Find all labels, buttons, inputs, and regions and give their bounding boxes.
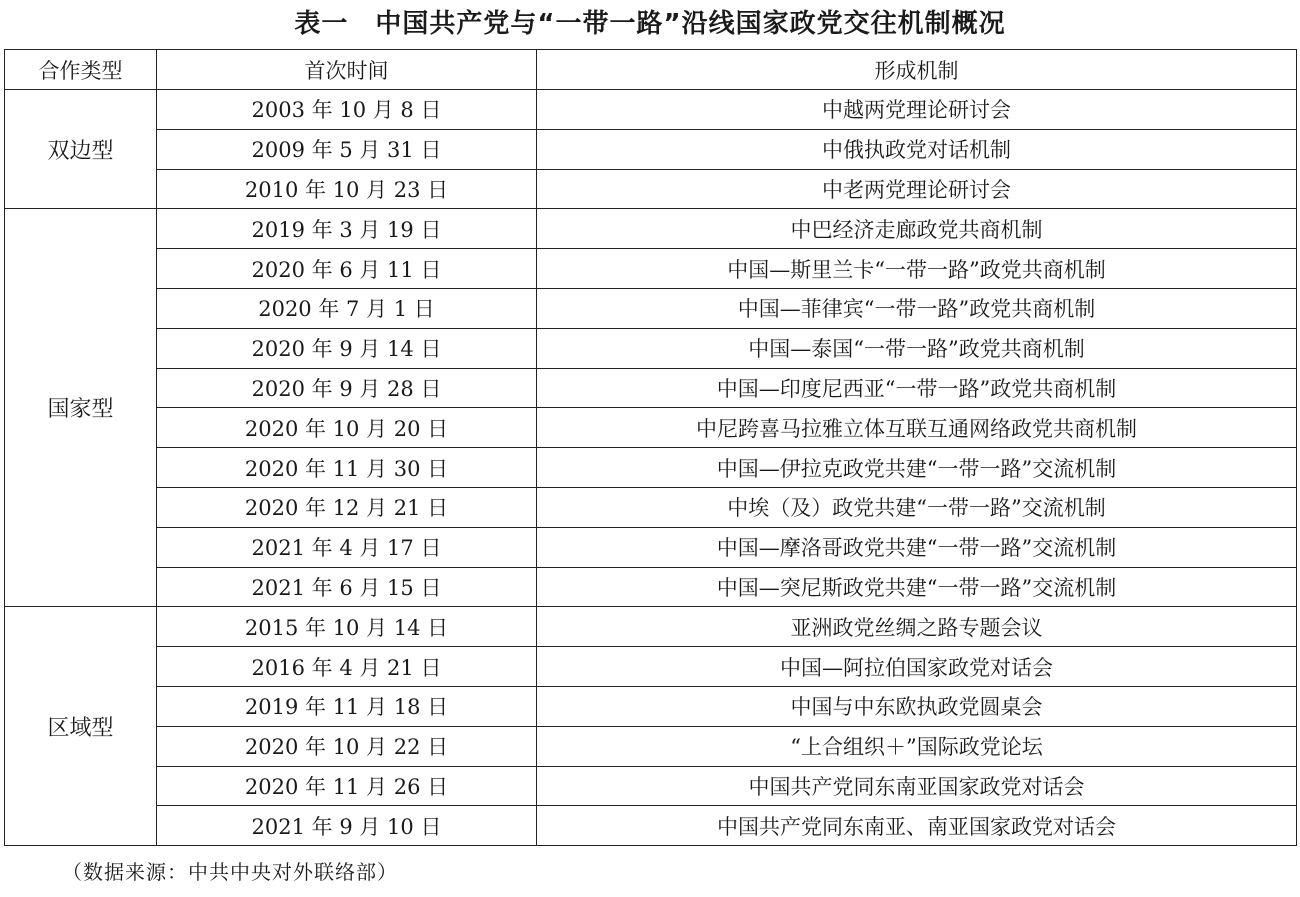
first-time-cell: 2020 年 12 月 21 日 — [157, 487, 537, 527]
table-row — [5, 487, 1297, 527]
table-row — [5, 90, 1297, 130]
table-row — [5, 288, 1297, 328]
table-body — [5, 90, 1297, 846]
table-row — [5, 686, 1297, 726]
mechanism-cell: “上合组织＋”国际政党论坛 — [537, 726, 1297, 766]
mechanism-cell: 中国—阿拉伯国家政党对话会 — [537, 647, 1297, 687]
table-row — [5, 647, 1297, 687]
mechanism-cell: 中国—突尼斯政党共建“一带一路”交流机制 — [537, 567, 1297, 607]
table-row — [5, 129, 1297, 169]
mechanism-cell: 中老两党理论研讨会 — [537, 169, 1297, 209]
mechanism-cell: 中国与中东欧执政党圆桌会 — [537, 686, 1297, 726]
mechanism-cell: 中国—摩洛哥政党共建“一带一路”交流机制 — [537, 527, 1297, 567]
header-cooperation-type: 合作类型 — [5, 50, 157, 90]
first-time-cell: 2020 年 9 月 28 日 — [157, 368, 537, 408]
table-row — [5, 408, 1297, 448]
mechanism-cell: 中尼跨喜马拉雅立体互联互通网络政党共商机制 — [537, 408, 1297, 448]
table-row — [5, 169, 1297, 209]
mechanism-cell: 中国—泰国“一带一路”政党共商机制 — [537, 328, 1297, 368]
first-time-cell: 2019 年 11 月 18 日 — [157, 686, 537, 726]
cooperation-type-cell: 区域型 — [5, 607, 157, 846]
source-note: （数据来源：中共中央对外联络部） — [62, 860, 398, 884]
first-time-cell: 2020 年 11 月 30 日 — [157, 448, 537, 488]
cooperation-type-cell: 国家型 — [5, 209, 157, 607]
table-row — [5, 806, 1297, 846]
table-row — [5, 448, 1297, 488]
table-row — [5, 368, 1297, 408]
first-time-cell: 2020 年 7 月 1 日 — [157, 288, 537, 328]
first-time-cell: 2019 年 3 月 19 日 — [157, 209, 537, 249]
header-row — [5, 50, 1297, 90]
mechanism-cell: 中巴经济走廊政党共商机制 — [537, 209, 1297, 249]
first-time-cell: 2015 年 10 月 14 日 — [157, 607, 537, 647]
mechanism-cell: 亚洲政党丝绸之路专题会议 — [537, 607, 1297, 647]
first-time-cell: 2021 年 9 月 10 日 — [157, 806, 537, 846]
header-mechanism: 形成机制 — [537, 50, 1297, 90]
first-time-cell: 2021 年 6 月 15 日 — [157, 567, 537, 607]
table-title: 表一 中国共产党与“一带一路”沿线国家政党交往机制概况 — [294, 9, 1006, 39]
mechanism-cell: 中俄执政党对话机制 — [537, 129, 1297, 169]
mechanism-cell: 中国—伊拉克政党共建“一带一路”交流机制 — [537, 448, 1297, 488]
first-time-cell: 2010 年 10 月 23 日 — [157, 169, 537, 209]
table-row — [5, 209, 1297, 249]
mechanism-cell: 中国—斯里兰卡“一带一路”政党共商机制 — [537, 249, 1297, 289]
first-time-cell: 2020 年 11 月 26 日 — [157, 766, 537, 806]
table-row — [5, 527, 1297, 567]
header-first-time: 首次时间 — [157, 50, 537, 90]
mechanism-table — [4, 49, 1297, 846]
table-row — [5, 726, 1297, 766]
table-row — [5, 249, 1297, 289]
table-row — [5, 766, 1297, 806]
table-row — [5, 567, 1297, 607]
first-time-cell: 2020 年 6 月 11 日 — [157, 249, 537, 289]
mechanism-cell: 中国—菲律宾“一带一路”政党共商机制 — [537, 288, 1297, 328]
mechanism-cell: 中国—印度尼西亚“一带一路”政党共商机制 — [537, 368, 1297, 408]
mechanism-cell: 中埃（及）政党共建“一带一路”交流机制 — [537, 487, 1297, 527]
first-time-cell: 2009 年 5 月 31 日 — [157, 129, 537, 169]
cooperation-type-cell: 双边型 — [5, 90, 157, 209]
first-time-cell: 2020 年 9 月 14 日 — [157, 328, 537, 368]
mechanism-cell: 中国共产党同东南亚国家政党对话会 — [537, 766, 1297, 806]
first-time-cell: 2016 年 4 月 21 日 — [157, 647, 537, 687]
first-time-cell: 2021 年 4 月 17 日 — [157, 527, 537, 567]
mechanism-cell: 中越两党理论研讨会 — [537, 90, 1297, 130]
table-row — [5, 328, 1297, 368]
mechanism-cell: 中国共产党同东南亚、南亚国家政党对话会 — [537, 806, 1297, 846]
table-header — [5, 50, 1297, 90]
first-time-cell: 2020 年 10 月 22 日 — [157, 726, 537, 766]
first-time-cell: 2020 年 10 月 20 日 — [157, 408, 537, 448]
table-row — [5, 607, 1297, 647]
first-time-cell: 2003 年 10 月 8 日 — [157, 90, 537, 130]
